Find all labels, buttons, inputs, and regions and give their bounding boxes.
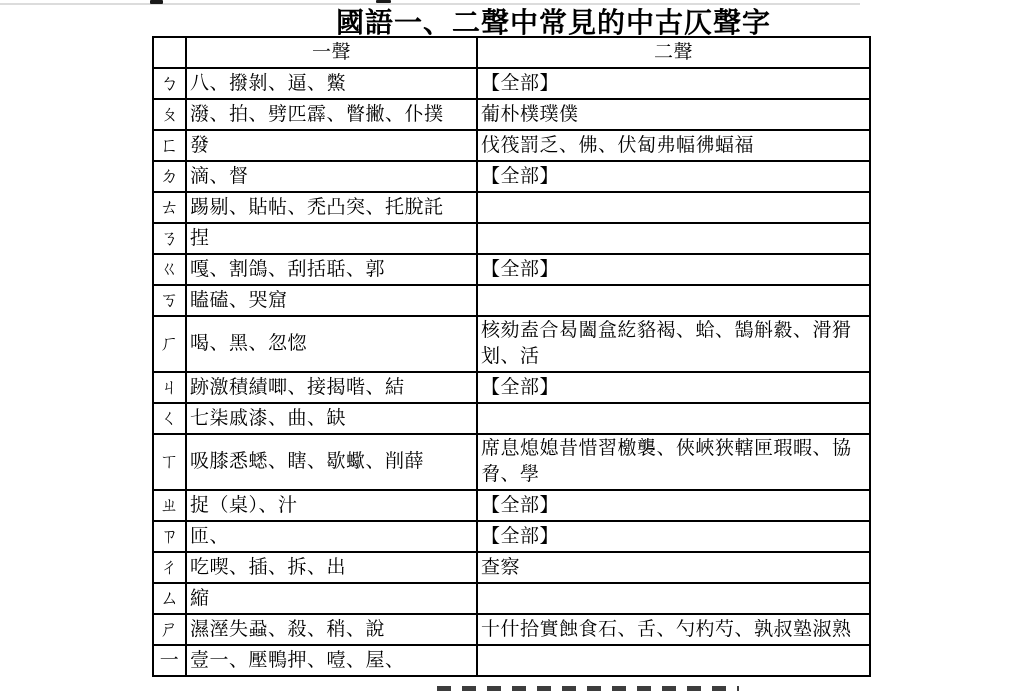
- tone1-cell: 吸膝悉蟋、瞎、歇蠍、削薛: [186, 434, 477, 490]
- tone2-cell: [477, 645, 870, 676]
- tone1-cell: 縮: [186, 583, 477, 614]
- tone2-cell: [477, 583, 870, 614]
- tone1-cell: 跡激積績唧、接揭喈、結: [186, 372, 477, 403]
- table-row: [153, 223, 870, 254]
- table-row: [153, 161, 870, 192]
- initial-cell: ㄐ: [153, 372, 186, 403]
- header-tone2-cell: 二聲: [477, 37, 870, 68]
- tone2-cell: 【全部】: [477, 521, 870, 552]
- initial-cell: ㄋ: [153, 223, 186, 254]
- tone2-cell: 葡朴樸璞僕: [477, 99, 870, 130]
- table-row: [153, 552, 870, 583]
- table-row: [153, 130, 870, 161]
- tone1-cell: 瞌磕、哭窟: [186, 285, 477, 316]
- initial-cell: ㄏ: [153, 316, 186, 372]
- tone2-cell: [477, 285, 870, 316]
- tone1-cell: 踢剔、貼帖、禿凸突、托脫託: [186, 192, 477, 223]
- cut-off-next-title: [437, 686, 739, 691]
- tone1-cell: 滴、督: [186, 161, 477, 192]
- table-row: [153, 521, 870, 552]
- page-title: 國語一、二聲中常見的中古仄聲字: [336, 7, 772, 38]
- initial-cell: ㄒ: [153, 434, 186, 490]
- tone1-cell: 潑、拍、劈匹霹、瞥撇、仆撲: [186, 99, 477, 130]
- tone2-cell: [477, 192, 870, 223]
- initial-cell: ㄅ: [153, 68, 186, 99]
- table-row: [153, 583, 870, 614]
- table-row: [153, 254, 870, 285]
- table-row: [153, 434, 870, 490]
- tone1-cell: 濕溼失蝨、殺、稍、說: [186, 614, 477, 645]
- initial-cell: ㄑ: [153, 403, 186, 434]
- initial-cell: ㄔ: [153, 552, 186, 583]
- tone2-cell: 核劾盍合曷闔盒紇貉褐、蛤、鵠斛縠、滑猾划、活: [477, 316, 870, 372]
- table-row: [153, 68, 870, 99]
- tone2-cell: 十什拾實蝕食石、舌、勺杓芍、孰叔塾淑熟: [477, 614, 870, 645]
- table-row: [153, 403, 870, 434]
- tone1-cell: 捏: [186, 223, 477, 254]
- table-body: [153, 68, 870, 676]
- tone2-cell: 【全部】: [477, 372, 870, 403]
- tone1-cell: 嘎、割鴿、刮括聒、郭: [186, 254, 477, 285]
- initial-cell: ㄗ: [153, 521, 186, 552]
- header-initial-cell: [153, 37, 186, 68]
- header-tone1-cell: 一聲: [186, 37, 477, 68]
- tone2-cell: 席息熄媳昔惜習檄襲、俠峽狹轄匣瑕暇、協脅、學: [477, 434, 870, 490]
- table-row: [153, 490, 870, 521]
- initial-cell: ㄙ: [153, 583, 186, 614]
- table-row: [153, 645, 870, 676]
- tone1-cell: 匝、: [186, 521, 477, 552]
- table-row: [153, 99, 870, 130]
- tone2-cell: 伐筏罰乏、佛、伏匐弗幅彿蝠福: [477, 130, 870, 161]
- header-row: [153, 37, 870, 68]
- tone1-cell: 捉（桌）、汁: [186, 490, 477, 521]
- scan-speck: [150, 0, 163, 4]
- initial-cell: ㄊ: [153, 192, 186, 223]
- table-row: [153, 372, 870, 403]
- initial-cell: ㄍ: [153, 254, 186, 285]
- tone2-cell: [477, 403, 870, 434]
- tone2-cell: 查察: [477, 552, 870, 583]
- initial-cell: ㄆ: [153, 99, 186, 130]
- tone2-cell: 【全部】: [477, 161, 870, 192]
- initial-cell: ㄎ: [153, 285, 186, 316]
- tone1-cell: 發: [186, 130, 477, 161]
- tone2-cell: [477, 223, 870, 254]
- tone1-cell: 八、撥剝、逼、鱉: [186, 68, 477, 99]
- tone-table: [152, 36, 871, 677]
- initial-cell: 一: [153, 645, 186, 676]
- tone2-cell: 【全部】: [477, 68, 870, 99]
- initial-cell: ㄕ: [153, 614, 186, 645]
- tone1-cell: 喝、黑、忽惚: [186, 316, 477, 372]
- tone1-cell: 壹一、壓鴨押、噎、屋、: [186, 645, 477, 676]
- table-header: [153, 37, 870, 68]
- tone2-cell: 【全部】: [477, 490, 870, 521]
- tone2-cell: 【全部】: [477, 254, 870, 285]
- table-row: [153, 316, 870, 372]
- tone1-cell: 七柒戚漆、曲、缺: [186, 403, 477, 434]
- table-row: [153, 285, 870, 316]
- table-row: [153, 614, 870, 645]
- initial-cell: ㄈ: [153, 130, 186, 161]
- tone1-cell: 吃喫、插、拆、出: [186, 552, 477, 583]
- initial-cell: ㄓ: [153, 490, 186, 521]
- table-row: [153, 192, 870, 223]
- initial-cell: ㄉ: [153, 161, 186, 192]
